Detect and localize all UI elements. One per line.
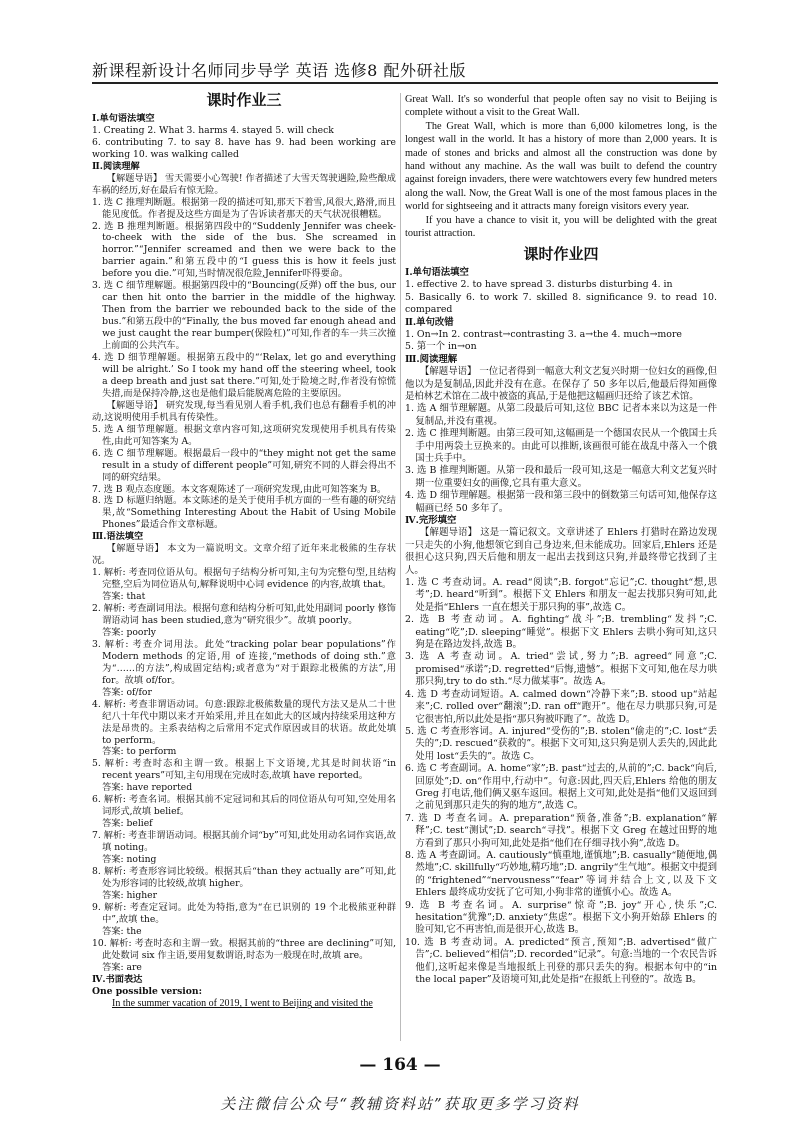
answers-line-2: 5. 第一个 in→on	[405, 341, 477, 353]
heading-grammar-fill: Ⅰ.单句语法填空	[92, 112, 155, 124]
answers-line-1: 1. On→In 2. contrast→contrasting 3. a→the 4. much→more	[405, 328, 682, 340]
answer-item: 10. 选 B 考查动词。A. predicted“预言,预知”;B. advertised“做广告”;C. believed“相信”;D. recorded“记录”。句意:当地的一个农民告诉他们,这听起来像是当地报纸上刊登的那只丢失的狗。根据本句中的“in the local paper”及语境可知,此处是指“在报纸上刊登的”。故选 B。	[405, 936, 717, 986]
guide-text: 【解题导语】 本文为一篇说明文。文章介绍了近年来北极熊的生存状况。	[92, 543, 396, 567]
answer-item: 9. 解析: 考查定冠词。此处为特指,意为“在已识别的 19 个北极熊亚种群中”,故填 the。	[92, 901, 396, 925]
answers-line-2: 6. contributing 7. to say 8. have has 9. had been working are working 10. was walking called	[92, 136, 396, 160]
section-title-3: 课时作业三	[206, 91, 282, 109]
answer-item: 7. 选 B 观点态度题。本文客观陈述了一项研究发现,由此可知答案为 B。	[92, 483, 387, 495]
answer-item: 3. 解析: 考查介词用法。此处“tracking polar bear populations”作 Modern methods 的定语,用 of 连接,“methods of doing sth.”意为“……的方法”,构成固定结构;或者意为“对于跟踪北极熊的方法”,用 for。故填 of/for。	[92, 638, 396, 686]
answer-item: 8. 解析: 考查形容词比较级。根据其后“than they actually are”可知,此处为形容词的比较级,故填 higher。	[92, 866, 396, 889]
heading-reading: Ⅱ.阅读理解	[92, 160, 140, 172]
answer-item: 6. 选 C 考查副词。A. home“家”;B. past“过去的,从前的”;C. back“向后,回原处”;D. on“作用中,行动中”。句意:因此,四天后,Ehlers 给他的朋友 Greg 打电话,他们俩又驱车返回。根据上文可知,此处是指“他们又返回到之前见到那只走失的狗的地方”,故选 C。	[405, 763, 717, 812]
sample-label: One possible version:	[92, 985, 202, 997]
answer-item: 3. 选 A 考查动词。A. tried“尝试,努力”;B. agreed“同意”;C. promised“承诺”;D. regretted“后悔,遗憾”。根据下文可知,他在尽力哄那只狗,try to do sth.“尽力做某事”。故选 A。	[405, 651, 717, 688]
essay-paragraph: In the summer vacation of 2019, I went to Beijing and visited the	[112, 998, 373, 1010]
heading-grammar-passage: Ⅲ.语法填空	[92, 531, 144, 543]
heading-error-correction: Ⅱ.单句改错	[405, 316, 454, 328]
answer-item: 2. 选 B 考查动词。A. fighting“战斗”;B. trembling“发抖”;C. eating“吃”;D. sleeping“睡觉”。根据下文 Ehlers 去哄小狗可知,这只狗是在路边发抖,故选 B。	[405, 614, 717, 651]
answers-line-1: 1. effective 2. to have spread 3. disturbs disturbing 4. in	[405, 279, 673, 291]
answer-item: 1. 选 A 细节理解题。从第二段最后可知,这位 BBC 记者本来以为这是一件复制品,并没有重视。	[405, 403, 717, 427]
answer-value: 答案: have reported	[102, 782, 193, 794]
page-header: 新课程新设计名师同步导学 英语 选修8 配外研社版	[92, 61, 466, 80]
guide-text: 【解题导语】 雪天需要小心驾驶! 作者描述了大雪天驾驶遇险,险些酿成车祸的经历,好在最后有惊无险。	[92, 172, 396, 196]
answer-value: 答案: that	[102, 591, 146, 603]
heading-writing: Ⅳ.书面表达	[92, 973, 143, 985]
answer-item: 6. 解析: 考查名词。根据其前不定冠词和其后的同位语从句可知,空处用名词形式,故填 belief。	[92, 794, 396, 818]
answer-item: 2. 选 C 推理判断题。由第三段可知,这幅画是一个德国农民从一个俄国士兵手中用两袋土豆换来的。由此可以推断,该画很可能在战乱中落入一个俄国士兵手中。	[405, 428, 717, 464]
answer-value: 答案: to perform	[102, 746, 177, 758]
guide-text: 【解题导语】 研究发现,每当看见别人看手机,我们也总有翻看手机的冲动,这说明使用手机具有传染性。	[92, 399, 396, 423]
answer-value: 答案: higher	[102, 889, 157, 901]
answer-value: 答案: belief	[102, 818, 153, 830]
answer-value: 答案: of/for	[102, 686, 152, 698]
answer-item: 8. 选 D 标题归纳题。本文陈述的是关于使用手机方面的一些有趣的研究结果,故“Something Interesting About the Habit of Using Mobile Phones”最适合作文章标题。	[92, 495, 396, 531]
answer-item: 4. 选 D 细节理解题。根据第五段中的“‘Relax, let go and everything will be alright.’ So I took my hand off the steering wheel, took a deep breath and just sat there.”可知,处于险境之时,作者没有惊慌失措,而是保持冷静,这也是他们最后能脱离危险的主要原因。	[92, 352, 396, 399]
answers-line-1: 1. Creating 2. What 3. harms 4. stayed 5. will check	[92, 124, 334, 136]
answer-value: 答案: poorly	[102, 626, 156, 638]
heading-cloze: Ⅳ.完形填空	[405, 515, 457, 526]
answer-item: 4. 解析: 考查非谓语动词。句意:跟踪北极熊数量的现代方法又是从二十世纪八十年代中期以来才开始采用,并且在如此大的区域内持续采用这种方法是昂贵的。主系表结构之后常用不定式作原因或目的状语。故此处填 to perform。	[92, 698, 396, 746]
section-title-4: 课时作业四	[523, 245, 599, 264]
answer-item: 2. 解析: 考查副词用法。根据句意和结构分析可知,此处用副词 poorly 修饰谓语动词 has been studied,意为“研究很少”。故填 poorly。	[92, 603, 396, 626]
column-divider	[400, 93, 401, 1041]
answer-item: 5. 选 C 考查形容词。A. injured“受伤的”;B. stolen“偷走的”;C. lost“丢失的”;D. rescued“获救的”。根据下文可知,这只狗是别人丢失的,因此此处用 lost“丢失的”。故选 C。	[405, 725, 717, 762]
left-column	[92, 93, 396, 1010]
answer-item: 4. 选 D 考查动词短语。A. calmed down“冷静下来”;B. stood up“站起来”;C. rolled over“翻滚”;D. ran off“跑开”。他在尽力哄那只狗,可是它很害怕,所以此处是指“那只狗被吓跑了”。故选 D。	[405, 688, 717, 725]
answer-item: 5. 解析: 考查时态和主谓一致。根据上下文语境,尤其是时间状语“in recent years”可知,主句用现在完成时态,故填 have reported。	[92, 758, 396, 782]
answer-item: 4. 选 D 细节理解题。根据第一段和第三段中的倒数第三句话可知,他保存这幅画已经 50 多年了。	[405, 490, 717, 514]
essay-paragraph: If you have a chance to visit it, you will be delighted with the great tourist attraction.	[405, 214, 717, 240]
essay-paragraph: The Great Wall, which is more than 6,000 kilometres long, is the longest wall in the world. It has a history of more than 2,000 years. It is made of stones and bricks and almost all the construction was done by hand without any machine. As the wall was built to defend the country against foreign invaders, there were watchtowers every few hundred meters along the wall. Now, the Great Wall is one of the most famous places in the world for sightseeing and it attracts many foreign visitors every year.	[405, 120, 717, 213]
heading-reading: Ⅲ.阅读理解	[405, 353, 458, 365]
answer-item: 7. 选 D 考查名词。A. preparation“预备,准备”;B. explanation“解释”;C. test“测试”;D. search“寻找”。根据下文 Greg 在越过田野的地方看到了那只小狗可知,此处是指“他们在仔细寻找小狗”,故选 D。	[405, 812, 717, 849]
answer-item: 10. 解析: 考查时态和主谓一致。根据其前的“three are declining”可知,此处数词 six 作主语,要用复数谓语,时态为一般现在时,故填 are。	[92, 937, 396, 961]
answers-line-2: 5. Basically 6. to work 7. skilled 8. significance 9. to read 10. compared	[405, 291, 717, 316]
answer-item: 1. 选 C 考查动词。A. read“阅读”;B. forgot“忘记”;C. thought“想,思考”;D. heard“听到”。根据下文 Ehlers 和朋友一起去找那只狗可知,此处是指“Ehlers 一直在想关于那只狗的事”,故选 C。	[405, 577, 717, 613]
page-number: — 164 —	[359, 1055, 441, 1075]
answer-value: 答案: the	[102, 925, 142, 937]
answer-item: 3. 选 B 推理判断题。从第一段和最后一段可知,这是一幅意大利文艺复兴时期一位重要妇女的画像,它具有重大意义。	[405, 465, 717, 489]
guide-text: 【解题导语】 这是一篇记叙文。文章讲述了 Ehlers 打猎时在路边发现一只走失的小狗,他想领它到自己身边来,但未能成功。回家后,Ehlers 还是很担心这只狗,四天后他和朋友一起出去找到这只狗,并最终带它找到了主人。	[405, 527, 717, 576]
answer-value: 答案: noting	[102, 854, 157, 866]
answer-item: 1. 解析: 考查同位语从句。根据句子结构分析可知,主句为完整句型,且结构完整,空后为同位语从句,解释说明中心词 evidence 的内容,故填 that。	[92, 567, 396, 591]
answer-item: 9. 选 B 考查名词。A. surprise“惊奇”;B. joy“开心,快乐”;C. hesitation“犹豫”;D. anxiety“焦虑”。根据下文小狗开始舔 Ehlers 的脸可知,它不再害怕,而是很开心,故选 B。	[405, 899, 717, 936]
footer-note: 关注微信公众号“教辅资料站”获取更多学习资料	[220, 1095, 580, 1113]
essay-paragraph: Great Wall. It's so wonderful that people often say no visit to Beijing is complete without a visit to the Great Wall.	[405, 94, 717, 119]
answer-item: 8. 选 A 考查副词。A. cautiously“慎重地,谨慎地”;B. casually“随便地,偶然地”;C. skillfully“巧妙地,精巧地”;D. angrily“生气地”。根据文中提到的“frightened”“nervousness”“fear”等词并结合上文,以及下文 Ehlers 最终成功安抚了它可知,小狗非常的谨慎小心。故选 A。	[405, 849, 717, 899]
heading-grammar-fill: Ⅰ.单句语法填空	[405, 266, 469, 278]
header-divider	[92, 82, 718, 84]
answer-item: 2. 选 B 推理判断题。根据第四段中的“Suddenly Jennifer was cheek-to-cheek with the side of the bus. She screamed in horror.”“Jennifer screamed and then we were back to the barrier again.”和第五段中的“I guess this is how it feels just before you die.”可知,当时情况很危险,Jennifer吓得要命。	[92, 220, 396, 280]
guide-text: 【解题导语】 一位记者得到一幅意大利文艺复兴时期一位妇女的画像,但他以为是复制品,因此并没有在意。在保存了 50 多年以后,他最后得知画像是柏林艺术馆在二战中被盗的真品,于是他把这幅画归还给了该艺术馆。	[405, 366, 717, 402]
right-column	[405, 93, 717, 986]
answer-item: 5. 选 A 细节理解题。根据文章内容可知,这项研究发现使用手机具有传染性,由此可知答案为 A。	[92, 423, 396, 447]
answer-item: 1. 选 C 推理判断题。根据第一段的描述可知,那天下着雪,风很大,路滑,而且能见度低。作者提及这些方面是为了告诉读者那天的天气状况很糟糕。	[92, 196, 396, 220]
answer-value: 答案: are	[102, 961, 142, 973]
answer-item: 7. 解析: 考查非谓语动词。根据其前介词“by”可知,此处用动名词作宾语,故填 noting。	[92, 830, 396, 854]
answer-item: 3. 选 C 细节理解题。根据第四段中的“Bouncing(反弹) off the bus, our car then hit onto the barrier in the middle of the highway. Then from the barrier we rebounded back to the side of the bus.”和第五段中的“Finally, the bus moved far enough ahead and we just caught the rear bumper(保险杠)”可知,作者的车一共三次撞上前面的公共汽车。	[92, 280, 396, 352]
answer-item: 6. 选 C 细节理解题。根据最后一段中的“they might not get the same result in a study of different people”可知,研究不同的人群会得出不同的研究结果。	[92, 447, 396, 483]
